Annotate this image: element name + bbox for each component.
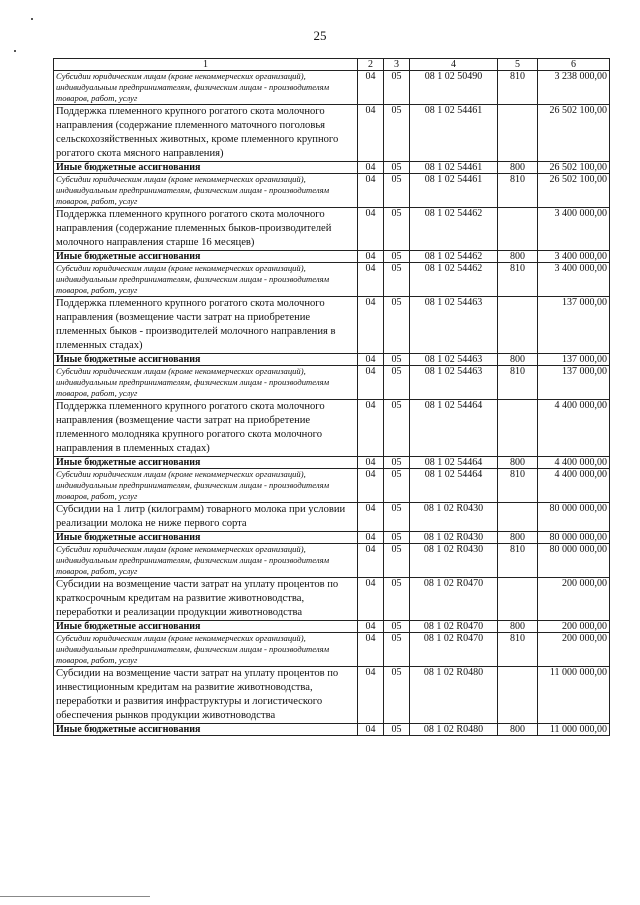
table-row [54, 400, 610, 457]
table-row [54, 544, 610, 578]
row-amount-cell: 200 000,00 [538, 621, 610, 633]
row-amount-cell: 80 000 000,00 [538, 503, 610, 532]
row-expense-type-cell: 800 [498, 724, 538, 736]
row-target-code-cell: 08 1 02 54462 [410, 208, 498, 251]
page-number: 25 [313, 28, 327, 43]
row-target-code-cell: 08 1 02 54464 [410, 400, 498, 457]
scan-line [0, 896, 150, 897]
row-section-cell: 04 [358, 354, 384, 366]
row-expense-type-cell: 810 [498, 544, 538, 578]
row-subsection-cell: 05 [384, 263, 410, 297]
row-amount-cell: 11 000 000,00 [538, 724, 610, 736]
row-target-code-cell: 08 1 02 54461 [410, 105, 498, 162]
row-subsection-cell: 05 [384, 162, 410, 174]
row-target-code-cell: 08 1 02 R0470 [410, 578, 498, 621]
table-row [54, 105, 610, 162]
table-row [54, 578, 610, 621]
column-header-6: 6 [538, 59, 610, 71]
row-target-code-cell: 08 1 02 R0470 [410, 621, 498, 633]
row-target-code-cell: 08 1 02 R0430 [410, 503, 498, 532]
row-name-cell: Субсидии юридическим лицам (кроме некоммерческих организаций), индивидуальным предпринимателям, физическим лицам - производителям товаров, работ, услуг [54, 469, 358, 503]
row-target-code-cell: 08 1 02 54464 [410, 457, 498, 469]
budget-table [53, 58, 610, 736]
row-name-cell: Субсидии юридическим лицам (кроме некоммерческих организаций), индивидуальным предпринимателям, физическим лицам - производителям товаров, работ, услуг [54, 174, 358, 208]
row-subsection-cell: 05 [384, 400, 410, 457]
row-name-cell: Субсидии юридическим лицам (кроме некоммерческих организаций), индивидуальным предпринимателям, физическим лицам - производителям товаров, работ, услуг [54, 544, 358, 578]
row-target-code-cell: 08 1 02 R0430 [410, 544, 498, 578]
row-section-cell: 04 [358, 71, 384, 105]
table-row [54, 354, 610, 366]
row-expense-type-cell [498, 578, 538, 621]
row-section-cell: 04 [358, 633, 384, 667]
table-row [54, 469, 610, 503]
row-subsection-cell: 05 [384, 724, 410, 736]
table-row [54, 366, 610, 400]
row-subsection-cell: 05 [384, 667, 410, 724]
row-target-code-cell: 08 1 02 54463 [410, 366, 498, 400]
row-subsection-cell: 05 [384, 633, 410, 667]
row-target-code-cell: 08 1 02 54461 [410, 174, 498, 208]
row-section-cell: 04 [358, 457, 384, 469]
table-header-row [54, 59, 610, 71]
row-expense-type-cell: 810 [498, 633, 538, 667]
row-name-cell: Поддержка племенного крупного рогатого скота молочного направления (содержание племенных быков-производителей молочного направления старше 16 месяцев) [54, 208, 358, 251]
row-section-cell: 04 [358, 208, 384, 251]
row-amount-cell: 80 000 000,00 [538, 544, 610, 578]
row-name-cell: Поддержка племенного крупного рогатого скота молочного направления (содержание племенного маточного поголовья сельскохозяйственных животных, кроме племенного крупного рогатого скота мясного направления) [54, 105, 358, 162]
row-name-cell: Субсидии на возмещение части затрат на уплату процентов по инвестиционным кредитам на развитие животноводства, переработки и развития инфраструктуры и логистического обеспечения рынков продукции животноводства [54, 667, 358, 724]
row-expense-type-cell [498, 297, 538, 354]
row-section-cell: 04 [358, 400, 384, 457]
table-row [54, 503, 610, 532]
row-amount-cell: 4 400 000,00 [538, 469, 610, 503]
table-row [54, 208, 610, 251]
row-amount-cell: 3 238 000,00 [538, 71, 610, 105]
row-amount-cell: 26 502 100,00 [538, 162, 610, 174]
column-header-5: 5 [498, 59, 538, 71]
row-amount-cell: 200 000,00 [538, 633, 610, 667]
table-row [54, 724, 610, 736]
row-subsection-cell: 05 [384, 251, 410, 263]
row-target-code-cell: 08 1 02 R0430 [410, 532, 498, 544]
row-section-cell: 04 [358, 263, 384, 297]
row-name-cell: Субсидии на 1 литр (килограмм) товарного молока при условии реализации молока не ниже первого сорта [54, 503, 358, 532]
table-row [54, 457, 610, 469]
row-name-cell: Иные бюджетные ассигнования [54, 532, 358, 544]
row-name-cell: Субсидии юридическим лицам (кроме некоммерческих организаций), индивидуальным предпринимателям, физическим лицам - производителям товаров, работ, услуг [54, 366, 358, 400]
row-amount-cell: 26 502 100,00 [538, 105, 610, 162]
row-name-cell: Иные бюджетные ассигнования [54, 457, 358, 469]
row-expense-type-cell [498, 667, 538, 724]
row-target-code-cell: 08 1 02 54463 [410, 297, 498, 354]
row-section-cell: 04 [358, 503, 384, 532]
row-section-cell: 04 [358, 162, 384, 174]
row-section-cell: 04 [358, 251, 384, 263]
row-section-cell: 04 [358, 532, 384, 544]
column-header-1: 1 [54, 59, 358, 71]
row-subsection-cell: 05 [384, 366, 410, 400]
row-subsection-cell: 05 [384, 544, 410, 578]
row-expense-type-cell: 800 [498, 354, 538, 366]
row-name-cell: Иные бюджетные ассигнования [54, 251, 358, 263]
row-amount-cell: 137 000,00 [538, 354, 610, 366]
row-amount-cell: 3 400 000,00 [538, 208, 610, 251]
row-subsection-cell: 05 [384, 297, 410, 354]
row-section-cell: 04 [358, 621, 384, 633]
row-name-cell: Поддержка племенного крупного рогатого скота молочного направления (возмещение части затрат на приобретение племенных быков - производителей молочного направления в племенных стадах) [54, 297, 358, 354]
column-header-2: 2 [358, 59, 384, 71]
row-subsection-cell: 05 [384, 354, 410, 366]
row-name-cell: Иные бюджетные ассигнования [54, 354, 358, 366]
row-name-cell: Субсидии на возмещение части затрат на уплату процентов по краткосрочным кредитам на развитие животноводства, переработки и реализации продукции животноводства [54, 578, 358, 621]
row-target-code-cell: 08 1 02 50490 [410, 71, 498, 105]
row-section-cell: 04 [358, 578, 384, 621]
row-subsection-cell: 05 [384, 105, 410, 162]
row-section-cell: 04 [358, 724, 384, 736]
row-target-code-cell: 08 1 02 54462 [410, 263, 498, 297]
table-row [54, 251, 610, 263]
row-expense-type-cell: 810 [498, 174, 538, 208]
row-section-cell: 04 [358, 105, 384, 162]
scan-dot [14, 50, 16, 52]
row-amount-cell: 3 400 000,00 [538, 263, 610, 297]
row-subsection-cell: 05 [384, 174, 410, 208]
row-expense-type-cell: 800 [498, 162, 538, 174]
column-header-4: 4 [410, 59, 498, 71]
row-amount-cell: 200 000,00 [538, 578, 610, 621]
table-row [54, 633, 610, 667]
table-row [54, 532, 610, 544]
row-section-cell: 04 [358, 174, 384, 208]
row-amount-cell: 11 000 000,00 [538, 667, 610, 724]
table-row [54, 621, 610, 633]
row-subsection-cell: 05 [384, 208, 410, 251]
row-expense-type-cell: 800 [498, 532, 538, 544]
table-row [54, 162, 610, 174]
row-expense-type-cell [498, 400, 538, 457]
row-name-cell: Субсидии юридическим лицам (кроме некоммерческих организаций), индивидуальным предпринимателям, физическим лицам - производителям товаров, работ, услуг [54, 71, 358, 105]
row-subsection-cell: 05 [384, 503, 410, 532]
row-expense-type-cell: 800 [498, 621, 538, 633]
table-body [54, 71, 610, 736]
row-subsection-cell: 05 [384, 621, 410, 633]
row-amount-cell: 4 400 000,00 [538, 400, 610, 457]
row-name-cell: Субсидии юридическим лицам (кроме некоммерческих организаций), индивидуальным предпринимателям, физическим лицам - производителям товаров, работ, услуг [54, 263, 358, 297]
table-row [54, 71, 610, 105]
row-section-cell: 04 [358, 667, 384, 724]
row-subsection-cell: 05 [384, 578, 410, 621]
row-target-code-cell: 08 1 02 54463 [410, 354, 498, 366]
table-row [54, 297, 610, 354]
row-expense-type-cell: 810 [498, 263, 538, 297]
row-subsection-cell: 05 [384, 469, 410, 503]
row-expense-type-cell [498, 105, 538, 162]
table-row [54, 174, 610, 208]
table-row [54, 667, 610, 724]
row-amount-cell: 3 400 000,00 [538, 251, 610, 263]
row-section-cell: 04 [358, 366, 384, 400]
row-expense-type-cell: 810 [498, 71, 538, 105]
row-subsection-cell: 05 [384, 532, 410, 544]
column-header-3: 3 [384, 59, 410, 71]
row-amount-cell: 137 000,00 [538, 297, 610, 354]
row-subsection-cell: 05 [384, 71, 410, 105]
row-target-code-cell: 08 1 02 54461 [410, 162, 498, 174]
row-name-cell: Иные бюджетные ассигнования [54, 621, 358, 633]
row-target-code-cell: 08 1 02 R0480 [410, 667, 498, 724]
row-amount-cell: 4 400 000,00 [538, 457, 610, 469]
row-amount-cell: 80 000 000,00 [538, 532, 610, 544]
row-expense-type-cell: 810 [498, 366, 538, 400]
row-amount-cell: 26 502 100,00 [538, 174, 610, 208]
row-subsection-cell: 05 [384, 457, 410, 469]
row-name-cell: Поддержка племенного крупного рогатого скота молочного направления (возмещение части затрат на приобретение племенного молодняка крупного рогатого скота молочного направления в племенных стадах) [54, 400, 358, 457]
scan-dot [31, 18, 33, 20]
row-expense-type-cell: 800 [498, 251, 538, 263]
row-amount-cell: 137 000,00 [538, 366, 610, 400]
row-name-cell: Субсидии юридическим лицам (кроме некоммерческих организаций), индивидуальным предпринимателям, физическим лицам - производителям товаров, работ, услуг [54, 633, 358, 667]
row-target-code-cell: 08 1 02 R0480 [410, 724, 498, 736]
row-target-code-cell: 08 1 02 R0470 [410, 633, 498, 667]
row-target-code-cell: 08 1 02 54464 [410, 469, 498, 503]
row-name-cell: Иные бюджетные ассигнования [54, 724, 358, 736]
row-target-code-cell: 08 1 02 54462 [410, 251, 498, 263]
row-section-cell: 04 [358, 469, 384, 503]
row-expense-type-cell: 800 [498, 457, 538, 469]
row-expense-type-cell [498, 208, 538, 251]
row-expense-type-cell: 810 [498, 469, 538, 503]
row-name-cell: Иные бюджетные ассигнования [54, 162, 358, 174]
row-section-cell: 04 [358, 544, 384, 578]
row-section-cell: 04 [358, 297, 384, 354]
table-row [54, 263, 610, 297]
row-expense-type-cell [498, 503, 538, 532]
